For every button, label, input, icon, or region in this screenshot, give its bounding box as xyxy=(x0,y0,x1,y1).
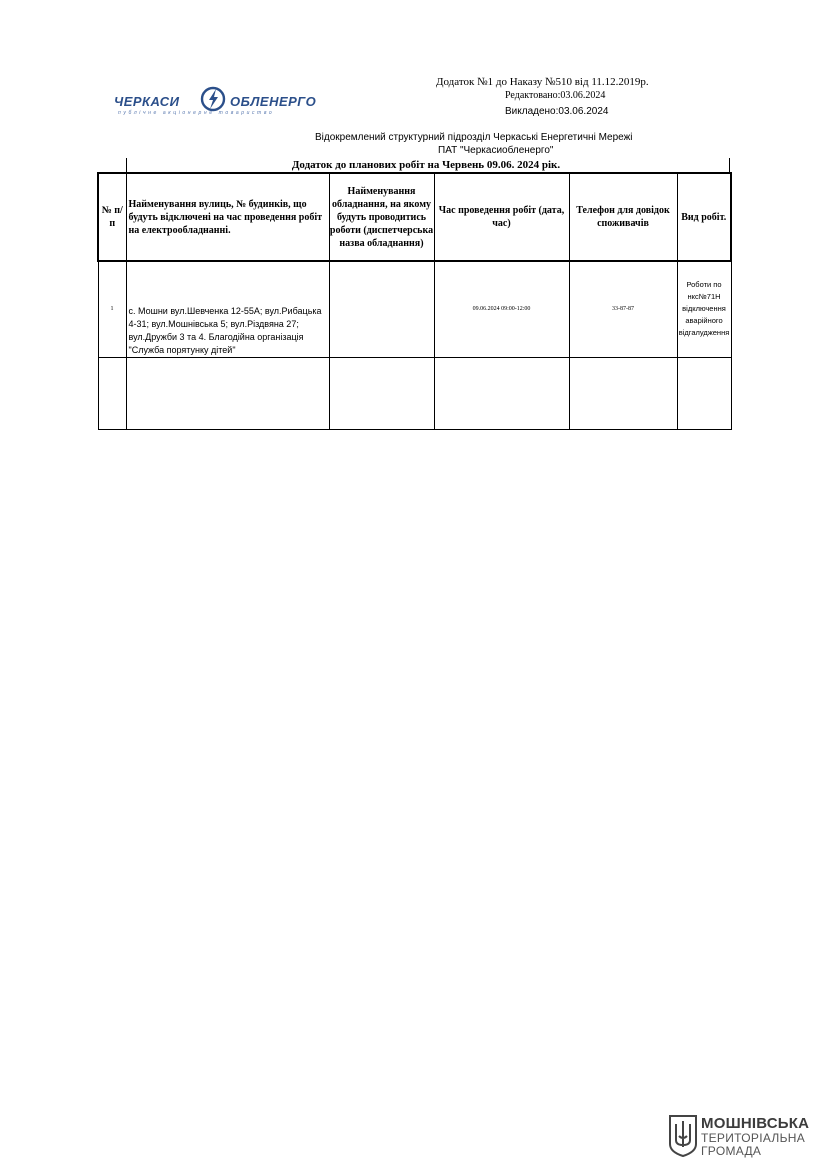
community-type: ТЕРИТОРІАЛЬНА xyxy=(701,1131,806,1145)
subdivision-name: Відокремлений структурний підрозділ Черкаські Енергетичні Мережі xyxy=(315,132,633,143)
company-logo xyxy=(112,86,332,122)
row-equipment xyxy=(329,261,434,357)
header-time: Час проведення робіт (дата, час) xyxy=(434,173,569,261)
logo-word-right: ОБЛЕНЕРГО xyxy=(230,94,317,109)
table-row-empty xyxy=(98,357,731,429)
lightning-emblem-icon xyxy=(198,86,228,112)
company-name: ПАТ "Черкасиобленерго" xyxy=(438,145,554,156)
header-streets: Найменування вулиць, № будинків, що будуть відключені на час проведення робіт на електрообладнанні. xyxy=(126,173,329,261)
row-time: 09.06.2024 09:00-12:00 xyxy=(434,261,569,357)
outage-table xyxy=(97,172,732,430)
logo-tagline: публічне акціонерне товариство xyxy=(118,110,275,116)
header-equipment: Найменування обладнання, на якому будуть проводитись роботи (диспетчерська назва обладнання) xyxy=(329,173,434,261)
empty-cell xyxy=(434,357,569,429)
trident-coat-of-arms-icon xyxy=(668,1114,698,1158)
header-number: № п/п xyxy=(98,173,126,261)
empty-cell xyxy=(329,357,434,429)
community-name: МОШНІВСЬКА xyxy=(701,1115,810,1132)
header-phone: Телефон для довідок споживачів xyxy=(569,173,677,261)
row-streets: с. Мошни вул.Шевченка 12-55А; вул.Рибацька 4-31; вул.Мошнівська 5; вул.Різдвяна 27; вул.Дружби 3 та 4. Благодійна організація "Служба порятунку дітей" xyxy=(126,261,329,357)
table-row xyxy=(98,261,731,357)
row-work-type: Роботи по нкс№71Н відключення аварійного відгалудження xyxy=(677,261,731,357)
table-header-row xyxy=(98,173,731,261)
logo-word-left: ЧЕРКАСИ xyxy=(114,94,180,109)
community-label: ГРОМАДА xyxy=(701,1144,762,1158)
divider xyxy=(729,158,730,172)
empty-cell xyxy=(98,357,126,429)
page-title: Додаток до планових робіт на Червень 09.06. 2024 рік. xyxy=(291,159,561,171)
edited-date: Редактовано:03.06.2024 xyxy=(505,90,606,101)
published-date: Викладено:03.06.2024 xyxy=(505,106,609,117)
row-number: 1 xyxy=(98,261,126,357)
empty-cell xyxy=(569,357,677,429)
empty-cell xyxy=(677,357,731,429)
empty-cell xyxy=(126,357,329,429)
header-work-type: Вид робіт. xyxy=(677,173,731,261)
order-reference: Додаток №1 до Наказу №510 від 11.12.2019р. xyxy=(436,76,649,88)
row-phone: 33-87-87 xyxy=(569,261,677,357)
